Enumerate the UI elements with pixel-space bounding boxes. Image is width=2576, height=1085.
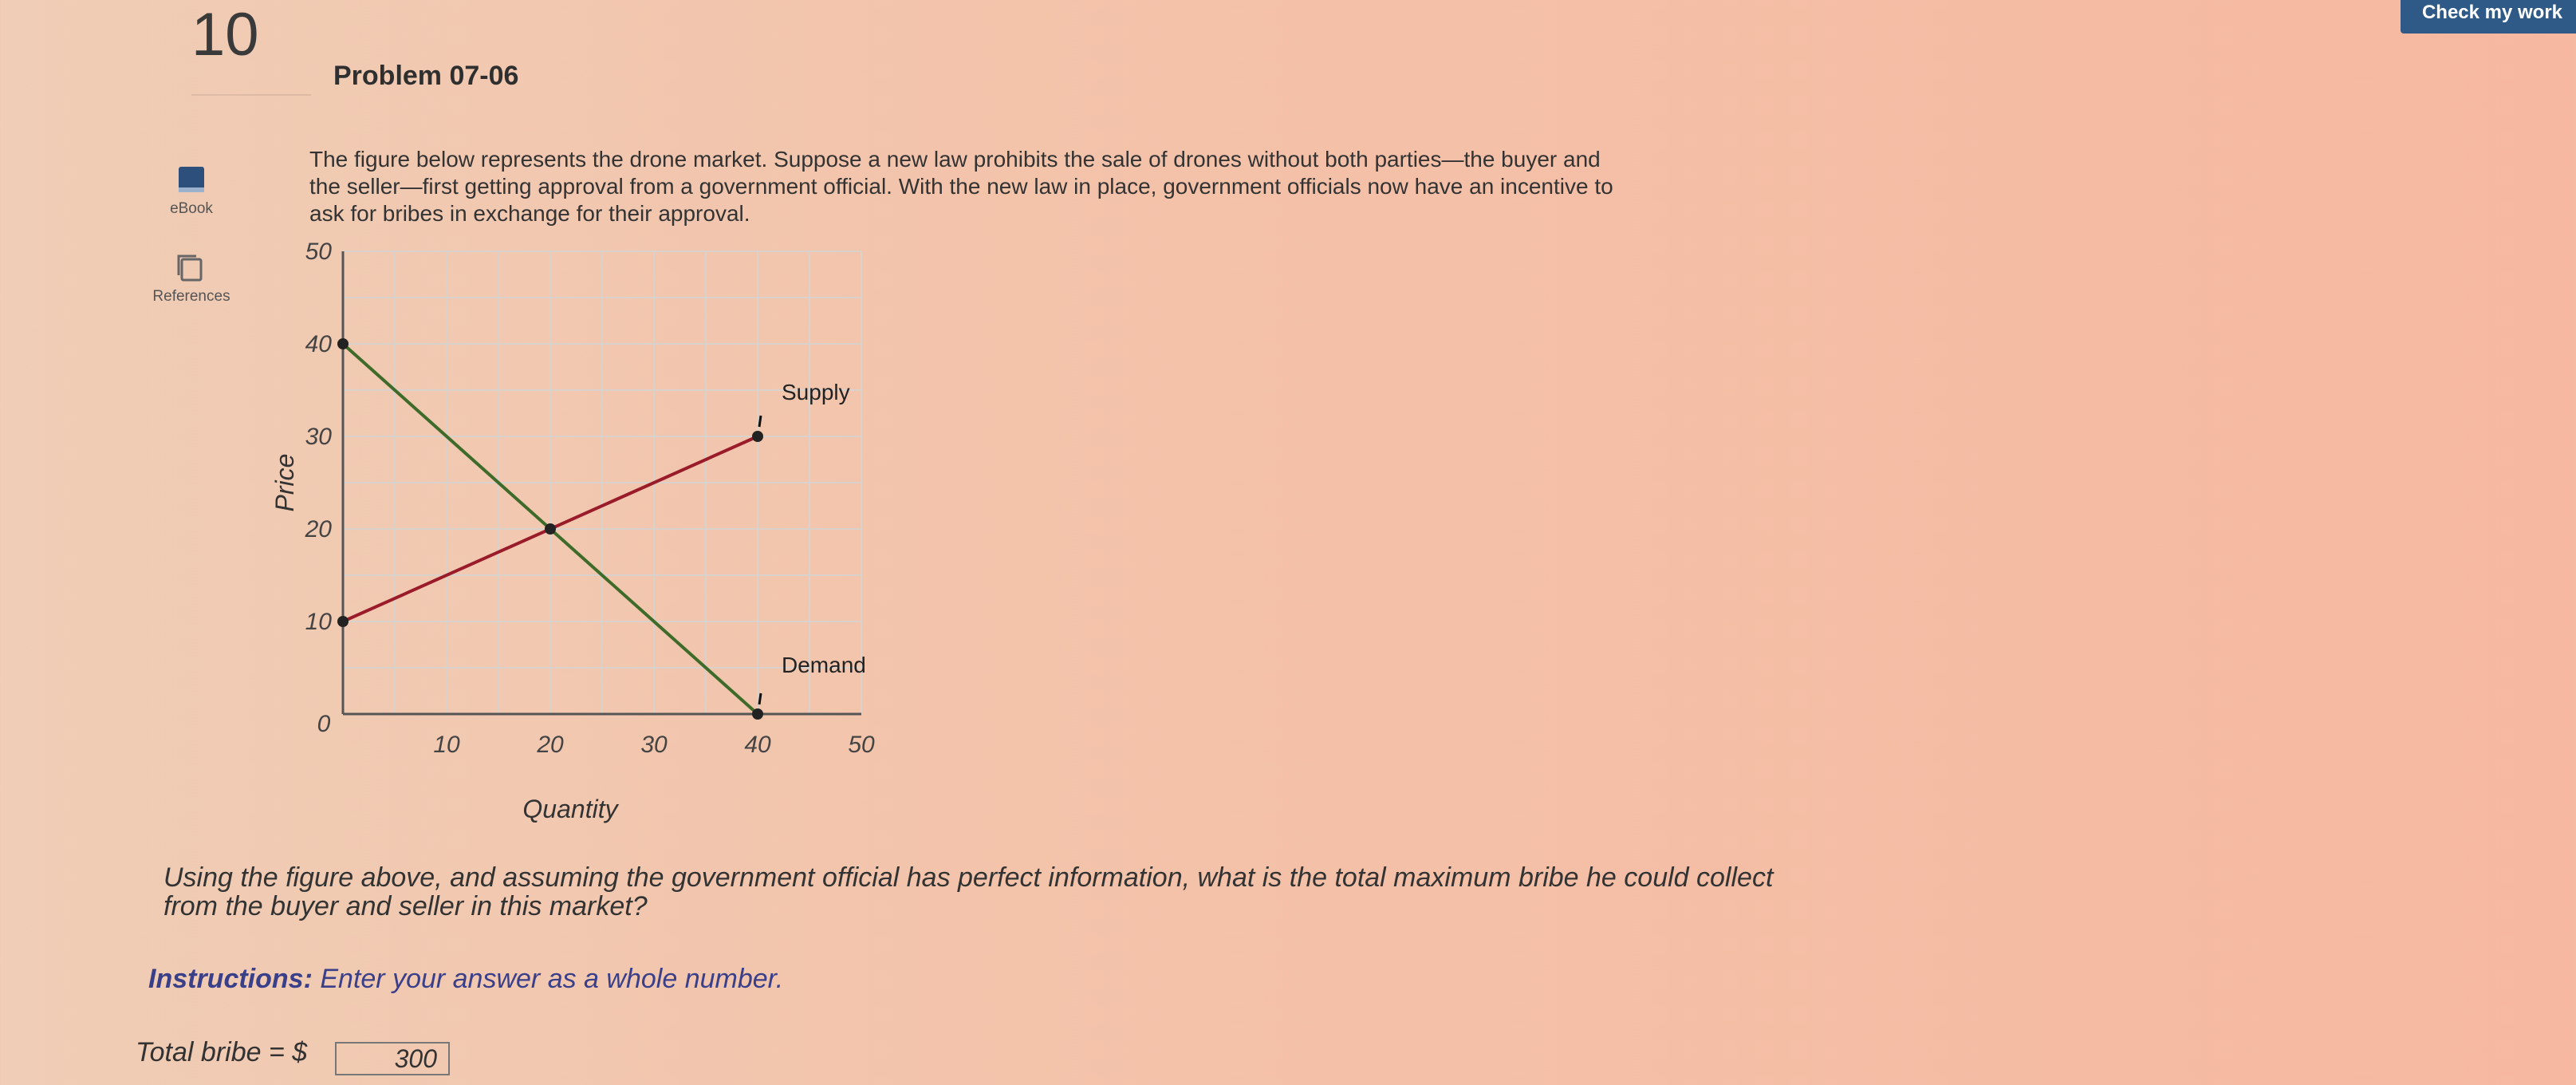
answer-label: Total bribe = $ (136, 1037, 308, 1067)
x-tick-label: 10 (433, 732, 460, 758)
y-tick-label: 30 (305, 424, 332, 450)
question-line: from the buyer and seller in this market? (163, 891, 648, 921)
ebook-link[interactable] (112, 164, 271, 218)
intro-line: ask for bribes in exchange for their approval. (309, 201, 750, 226)
supply-label: Supply (782, 380, 850, 404)
y-tick-label: 20 (305, 516, 332, 542)
data-point (752, 431, 763, 442)
data-point (752, 708, 763, 720)
y-tick-label: 40 (305, 331, 332, 357)
x-tick-label: 50 (848, 732, 875, 758)
divider (191, 94, 311, 96)
instructions (148, 964, 783, 995)
endpoint-handle (759, 693, 761, 704)
check-my-work-button[interactable]: Check my work (2401, 0, 2576, 34)
y-tick-label: 50 (305, 239, 332, 265)
instructions-text: Enter your answer as a whole number. (312, 964, 784, 994)
x-tick-label: 40 (744, 732, 771, 758)
question-line: Using the figure above, and assuming the government official has perfect information, what is the total maximum bribe he could collect (163, 862, 1774, 893)
problem-intro (309, 146, 1873, 227)
x-tick-label: 20 (537, 732, 564, 758)
origin-label: 0 (317, 711, 331, 737)
y-axis-label: Price (270, 453, 299, 512)
supply-demand-chart (255, 235, 941, 826)
question-text (163, 863, 2078, 921)
x-tick-label: 30 (640, 732, 668, 758)
question-number: 10 (191, 1, 259, 69)
data-point (337, 616, 349, 627)
book-icon (174, 164, 209, 195)
intro-line: the seller—first getting approval from a government official. With the new law in place, government officials now have an incentive to (309, 174, 1613, 199)
y-tick-label: 10 (305, 609, 332, 635)
data-point (545, 523, 556, 535)
problem-title: Problem 07-06 (333, 61, 519, 91)
data-point (337, 338, 349, 349)
references-link[interactable] (112, 251, 271, 306)
references-icon (174, 251, 209, 283)
demand-label: Demand (782, 653, 866, 677)
endpoint-handle (759, 416, 761, 427)
x-axis-label: Quantity (522, 795, 618, 823)
references-label: References (152, 288, 230, 305)
total-bribe-input[interactable] (335, 1042, 450, 1075)
intro-line: The figure below represents the drone market. Suppose a new law prohibits the sale of drones without both parties—the buyer and (309, 147, 1601, 172)
ebook-label: eBook (170, 200, 213, 217)
instructions-label: Instructions: (148, 964, 313, 994)
